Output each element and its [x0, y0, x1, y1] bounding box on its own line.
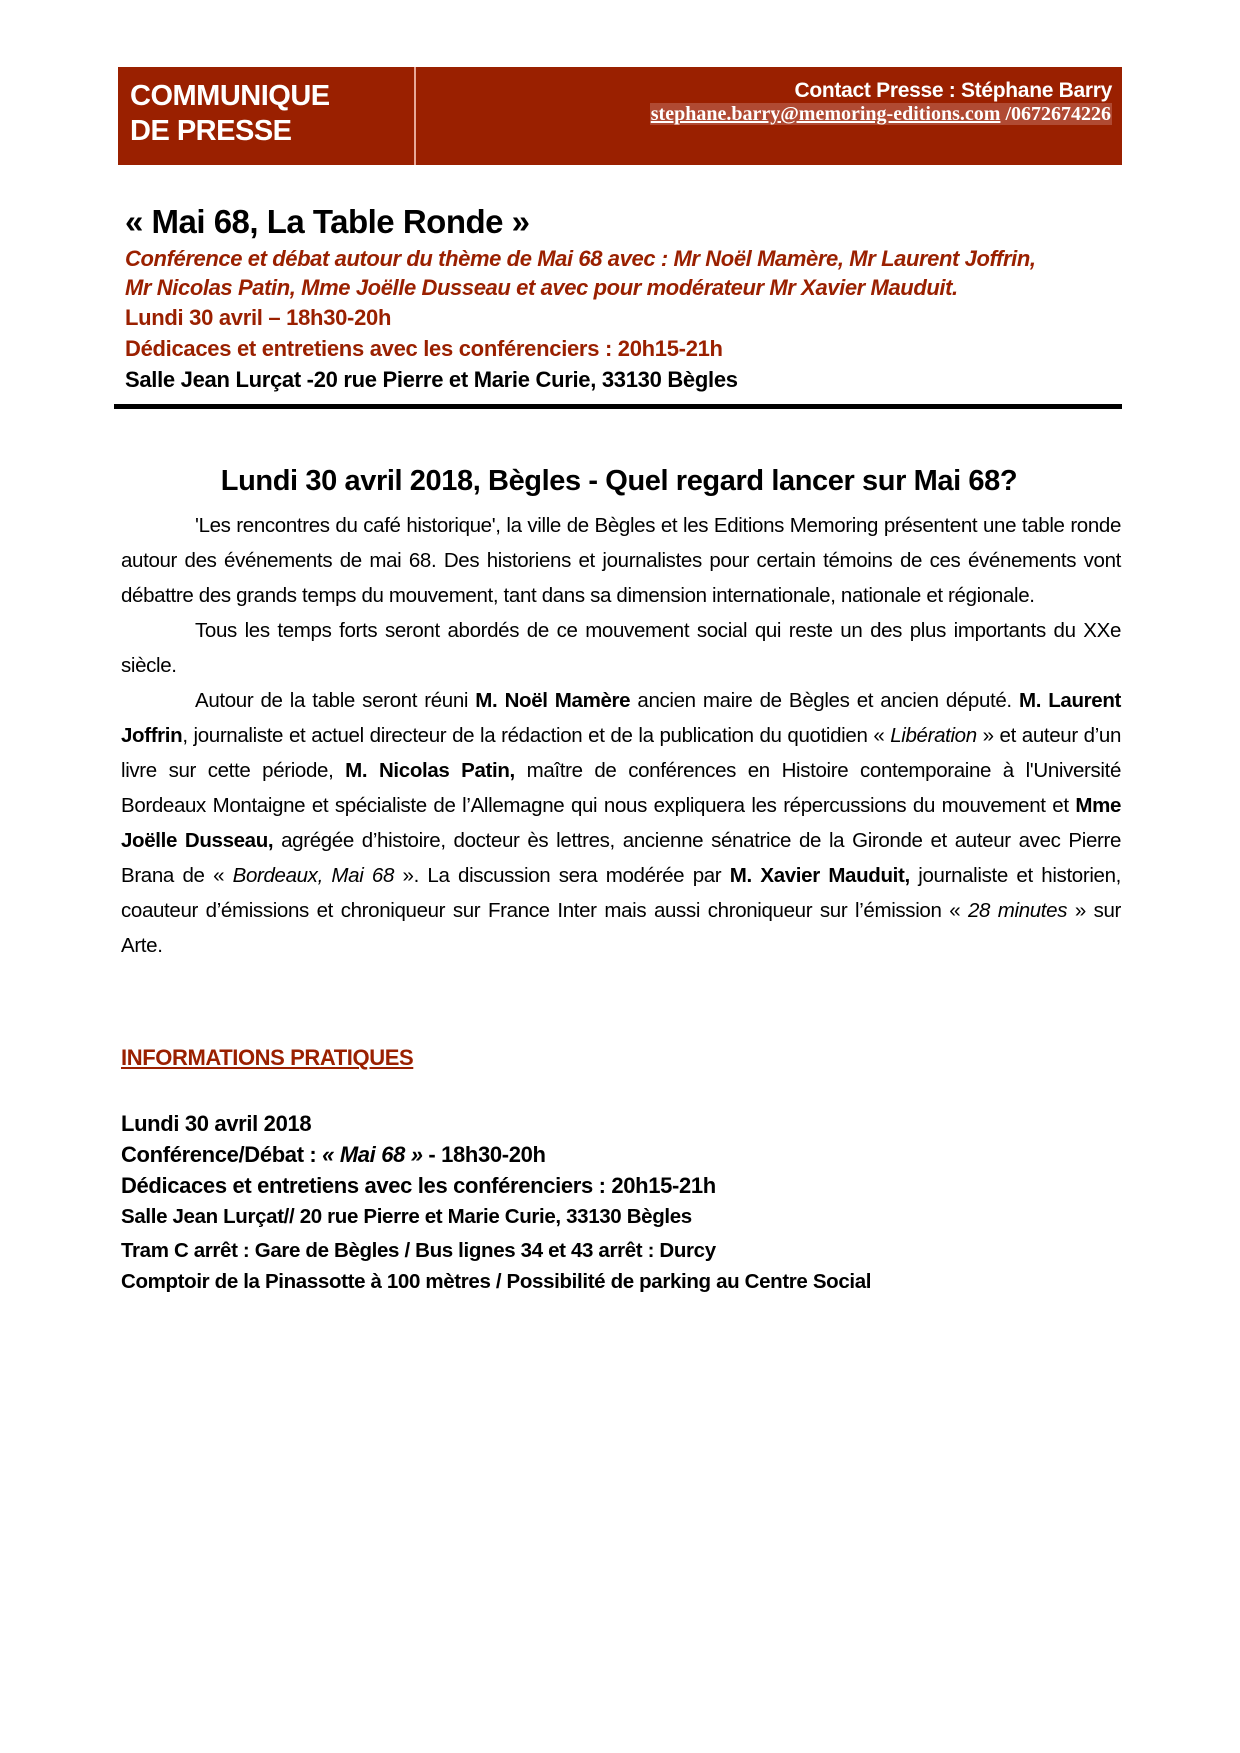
practical-signing: Dédicaces et entretiens avec les conférenciers : 20h15-21h — [121, 1173, 716, 1198]
article-body — [121, 508, 1121, 963]
text: ancien maire de Bègles et ancien député. — [630, 689, 1019, 712]
practical-date: Lundi 30 avril 2018 — [121, 1111, 312, 1136]
paragraph-3 — [121, 683, 1121, 963]
contact-email-link[interactable]: stephane.barry@memoring-editions.com — [650, 103, 1001, 125]
text: » et auteur d’un livre sur cette période, — [121, 724, 1121, 782]
practical-transport: Tram C arrêt : Gare de Bègles / Bus lignes 34 et 43 arrêt : Durcy — [121, 1239, 716, 1262]
practical-conference — [121, 1139, 1121, 1170]
practical-parking: Comptoir de la Pinassotte à 100 mètres / Possibilité de parking au Centre Social — [121, 1270, 872, 1293]
conference-label: Conférence/Débat : — [121, 1142, 323, 1167]
press-contact — [416, 67, 1122, 165]
conference-time: - 18h30-20h — [422, 1142, 546, 1167]
event-subtitle-line-1: Conférence et débat autour du thème de Mai 68 avec : Mr Noël Mamère, Mr Laurent Joffrin, — [125, 246, 1036, 271]
label-line-2: DE PRESSE — [130, 115, 292, 147]
text: Autour de la table seront réuni — [195, 689, 476, 712]
moderator-name: M. Xavier Mauduit, — [729, 864, 910, 887]
speaker-name: M. Noël Mamère — [475, 689, 631, 712]
speaker-name: M. Nicolas Patin, — [345, 759, 515, 782]
practical-info — [121, 1108, 1121, 1297]
horizontal-divider — [114, 404, 1122, 409]
contact-label: Contact Presse : Stéphane Barry — [794, 79, 1112, 102]
speaker-name: M. Laurent Joffrin — [121, 689, 1121, 747]
text: ». La discussion sera modérée par — [394, 864, 730, 887]
practical-info-heading: INFORMATIONS PRATIQUES — [121, 1045, 414, 1070]
press-release-header — [118, 67, 1122, 165]
text: journaliste et historien, coauteur d’émissions et chroniqueur sur France Inter mais aussi chroniqueur sur l’émission « — [121, 864, 1121, 922]
article-headline: Lundi 30 avril 2018, Bègles - Quel regard lancer sur Mai 68? — [220, 465, 1018, 497]
event-venue: Salle Jean Lurçat -20 rue Pierre et Marie Curie, 33130 Bègles — [125, 367, 738, 392]
label-line-1: COMMUNIQUE — [130, 80, 330, 112]
text: , journaliste et actuel directeur de la rédaction et de la publication du quotidien « — [182, 724, 891, 747]
paragraph-1: 'Les rencontres du café historique', la ville de Bègles et les Editions Memoring présentent une table ronde autour des événements de mai 68. Des historiens et journalistes pour certain témoins de ces événements vont débattre des grands temps du mouvement, tant dans sa dimension internationale, nationale et régionale. — [121, 514, 1121, 607]
event-title: « Mai 68, La Table Ronde » — [125, 203, 530, 240]
event-subtitle-line-2: Mr Nicolas Patin, Mme Joëlle Dusseau et avec pour modérateur Mr Xavier Mauduit. — [125, 275, 958, 300]
paragraph-2: Tous les temps forts seront abordés de ce mouvement social qui reste un des plus importants du XXe siècle. — [121, 619, 1121, 677]
practical-venue: Salle Jean Lurçat// 20 rue Pierre et Marie Curie, 33130 Bègles — [121, 1205, 692, 1228]
contact-details — [650, 103, 1112, 125]
show-title: 28 minutes — [967, 899, 1068, 922]
event-signing: Dédicaces et entretiens avec les conférenciers : 20h15-21h — [125, 336, 723, 361]
event-summary — [125, 200, 1125, 395]
text: agrégée d’histoire, docteur ès lettres, ancienne sénatrice de la Gironde et auteur avec Pierre Brana de « — [121, 829, 1121, 887]
text: » sur Arte. — [121, 899, 1121, 957]
speaker-name: Mme Joëlle Dusseau, — [121, 794, 1121, 852]
publication-title: Libération — [890, 724, 977, 747]
book-title: Bordeaux, Mai 68 — [232, 864, 395, 887]
press-release-label — [118, 67, 416, 165]
contact-phone: /0672674226 — [1000, 103, 1111, 125]
text: maître de conférences en Histoire contemporaine à l'Université Bordeaux Montaigne et spécialiste de l’Allemagne qui nous expliquera les répercussions du mouvement et — [121, 759, 1121, 817]
event-date-time: Lundi 30 avril – 18h30-20h — [125, 305, 392, 330]
conference-title: « Mai 68 » — [322, 1142, 423, 1167]
